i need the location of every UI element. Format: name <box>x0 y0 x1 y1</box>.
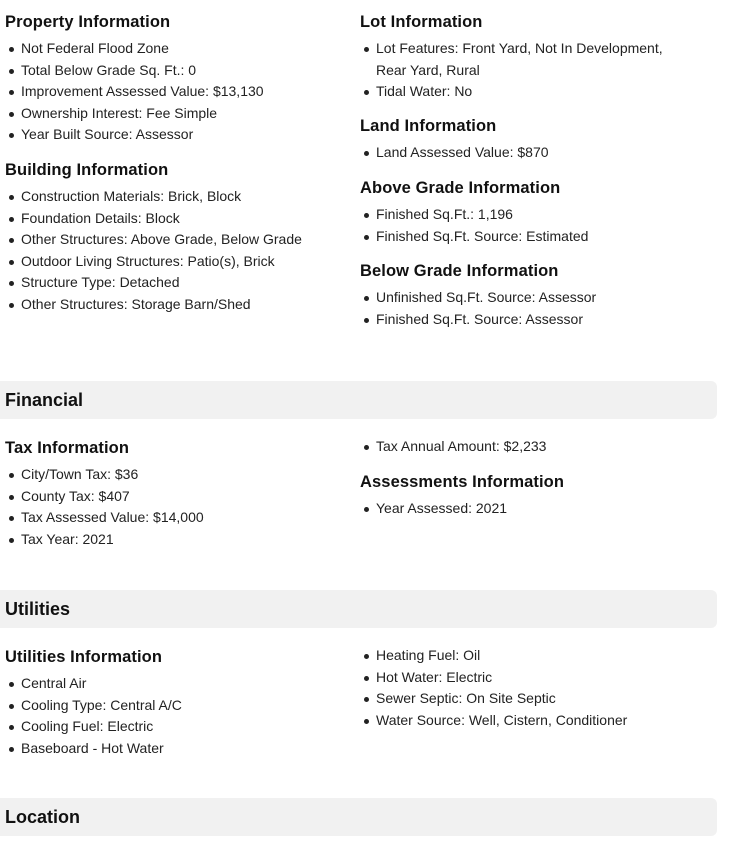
list-item: Tax Assessed Value: $14,000 <box>5 507 355 529</box>
utilities-information-right-list <box>360 645 710 731</box>
list-item: Other Structures: Above Grade, Below Grade <box>5 229 355 251</box>
property-information-section <box>5 12 355 146</box>
list-item: Improvement Assessed Value: $13,130 <box>5 81 355 103</box>
utilities-section-title: Utilities <box>5 599 71 619</box>
list-item: City/Town Tax: $36 <box>5 464 355 486</box>
list-item: Tax Year: 2021 <box>5 529 355 551</box>
list-item: Finished Sq.Ft.: 1,196 <box>360 204 710 226</box>
list-item: Total Below Grade Sq. Ft.: 0 <box>5 60 355 82</box>
list-item: Outdoor Living Structures: Patio(s), Brick <box>5 251 355 273</box>
list-item: Structure Type: Detached <box>5 272 355 294</box>
list-item: Tax Annual Amount: $2,233 <box>360 436 710 458</box>
utilities-section-header <box>0 590 717 628</box>
list-item: Year Assessed: 2021 <box>360 498 710 520</box>
location-section-title: Location <box>5 807 80 827</box>
list-item: Central Air <box>5 673 355 695</box>
lot-information-list <box>360 38 700 103</box>
tax-information-section <box>5 438 355 550</box>
utilities-information-list <box>5 673 355 759</box>
land-information-list <box>360 142 710 164</box>
list-item: Land Assessed Value: $870 <box>360 142 710 164</box>
utilities-information-heading: Utilities Information <box>5 648 163 666</box>
assessments-information-section <box>360 472 710 520</box>
list-item: Foundation Details: Block <box>5 208 355 230</box>
tax-information-right-list <box>360 436 710 458</box>
tax-information-heading: Tax Information <box>5 439 130 457</box>
list-item: Heating Fuel: Oil <box>360 645 710 667</box>
list-item: Finished Sq.Ft. Source: Assessor <box>360 309 710 331</box>
tax-information-continued <box>360 436 710 458</box>
list-item: Baseboard - Hot Water <box>5 738 355 760</box>
list-item: Ownership Interest: Fee Simple <box>5 103 355 125</box>
utilities-information-continued <box>360 645 710 731</box>
assessments-information-heading: Assessments Information <box>360 473 565 491</box>
list-item: Finished Sq.Ft. Source: Estimated <box>360 226 710 248</box>
list-item: County Tax: $407 <box>5 486 355 508</box>
above-grade-information-heading: Above Grade Information <box>360 179 561 197</box>
assessments-information-list <box>360 498 710 520</box>
list-item: Construction Materials: Brick, Block <box>5 186 355 208</box>
property-information-heading: Property Information <box>5 13 171 31</box>
lot-information-heading: Lot Information <box>360 13 483 31</box>
property-information-list <box>5 38 355 146</box>
list-item: Cooling Type: Central A/C <box>5 695 355 717</box>
lot-information-section <box>360 12 700 103</box>
land-information-heading: Land Information <box>360 117 497 135</box>
financial-section-header <box>0 381 717 419</box>
list-item: Year Built Source: Assessor <box>5 124 355 146</box>
building-information-heading: Building Information <box>5 161 169 179</box>
list-item: Hot Water: Electric <box>360 667 710 689</box>
list-item: Cooling Fuel: Electric <box>5 716 355 738</box>
land-information-section <box>360 116 710 164</box>
building-information-list <box>5 186 355 316</box>
financial-section-title: Financial <box>5 390 84 410</box>
list-item: Other Structures: Storage Barn/Shed <box>5 294 355 316</box>
building-information-section <box>5 160 355 316</box>
location-section-header <box>0 798 717 836</box>
below-grade-information-heading: Below Grade Information <box>360 262 559 280</box>
above-grade-information-list <box>360 204 710 247</box>
list-item: Sewer Septic: On Site Septic <box>360 688 710 710</box>
list-item: Unfinished Sq.Ft. Source: Assessor <box>360 287 710 309</box>
below-grade-information-section <box>360 261 710 330</box>
below-grade-information-list <box>360 287 710 330</box>
tax-information-list <box>5 464 355 550</box>
above-grade-information-section <box>360 178 710 247</box>
list-item: Not Federal Flood Zone <box>5 38 355 60</box>
utilities-information-section <box>5 647 355 759</box>
list-item: Water Source: Well, Cistern, Conditioner <box>360 710 710 732</box>
list-item: Lot Features: Front Yard, Not In Development, Rear Yard, Rural <box>360 38 682 81</box>
list-item: Tidal Water: No <box>360 81 700 103</box>
